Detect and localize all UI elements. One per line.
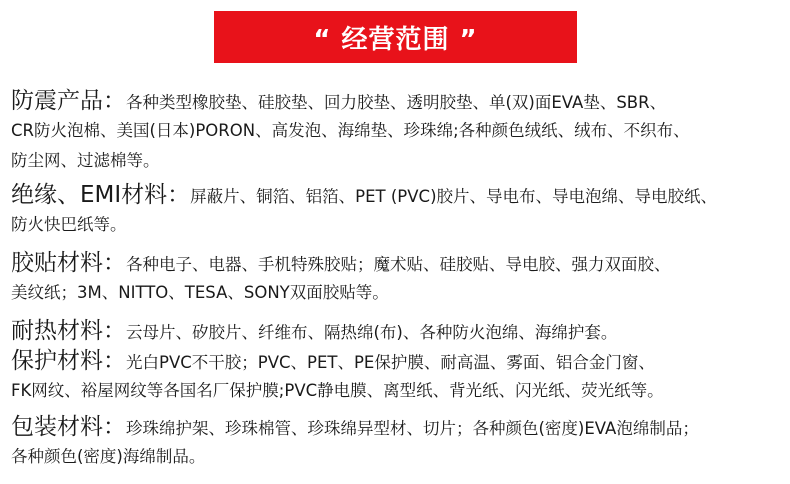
section-insulation-emi [11, 180, 783, 240]
category-description: 屏蔽片、铜箔、铝箔、PET (PVC)胶片、导电布、导电泡绵、导电胶纸、 [190, 187, 718, 206]
section-adhesive-materials [11, 248, 783, 308]
section-line [11, 278, 783, 308]
section-shockproof-products [11, 86, 783, 176]
category-label: 包装材料： [11, 414, 126, 440]
section-line [11, 412, 783, 442]
category-label: 胶贴材料： [11, 250, 126, 276]
category-description: 各种电子、电器、手机特殊胶贴；魔术贴、硅胶贴、导电胶、强力双面胶、 [126, 255, 671, 274]
category-description: 珍珠绵护架、珍珠棉管、珍珠绵异型材、切片；各种颜色(密度)EVA泡绵制品； [126, 419, 699, 438]
section-line [11, 210, 783, 240]
section-line [11, 116, 783, 146]
section-line [11, 248, 783, 278]
category-label: 耐热材料： [11, 318, 126, 344]
section-packaging-materials [11, 412, 783, 472]
section-title-banner [214, 11, 577, 63]
category-description: CR防火泡棉、美国(日本)PORON、高发泡、海绵垫、珍珠绵;各种颜色绒纸、绒布、不织布、 [11, 121, 690, 140]
section-line [11, 442, 783, 472]
category-label: 绝缘、EMI材料： [11, 182, 191, 208]
banner-title: “ 经营范围 ” [313, 24, 478, 55]
category-description: 光白PVC不干胶；PVC、PET、PE保护膜、耐高温、雾面、铝合金门窗、 [126, 353, 655, 372]
section-line [11, 346, 783, 376]
category-description: 云母片、矽胶片、纤维布、隔热绵(布)、各种防火泡绵、海绵护套。 [126, 323, 618, 342]
category-description: 各种颜色(密度)海绵制品。 [11, 447, 206, 466]
section-protective-materials [11, 346, 783, 406]
category-description: FK网纹、裕屋网纹等各国名厂保护膜;PVC静电膜、离型纸、背光纸、闪光纸、荧光纸等。 [11, 381, 664, 400]
section-line [11, 146, 783, 176]
section-heat-resistant [11, 316, 783, 346]
category-label: 保护材料： [11, 348, 126, 374]
category-description: 防尘网、过滤棉等。 [11, 151, 160, 170]
section-line [11, 86, 783, 116]
business-scope-list [11, 86, 783, 472]
category-description: 美纹纸；3M、NITTO、TESA、SONY双面胶贴等。 [11, 283, 389, 302]
section-line [11, 316, 783, 346]
category-description: 防火快巴纸等。 [11, 215, 127, 234]
section-line [11, 376, 783, 406]
section-line [11, 180, 783, 210]
category-description: 各种类型橡胶垫、硅胶垫、回力胶垫、透明胶垫、单(双)面EVA垫、SBR、 [126, 93, 667, 112]
category-label: 防震产品： [11, 88, 126, 114]
